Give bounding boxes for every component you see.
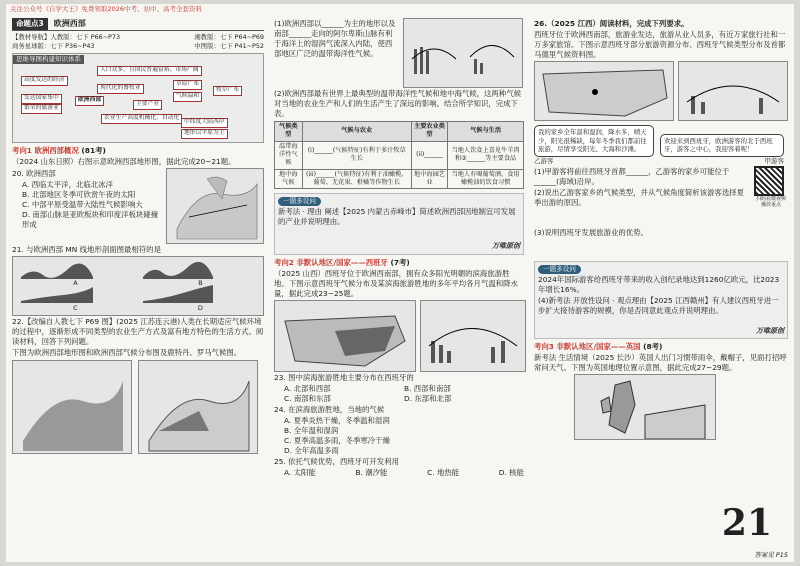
question-21: 21. 与欧洲西部 MN 线地形剖面图最相符的是	[12, 245, 161, 255]
profile-c[interactable]: C	[73, 304, 78, 313]
expand-text: 新考法 · 理由 阐述【2025 内蒙古赤峰市】简述欧洲西部因地制宜可发展的产业并说明理由。	[278, 207, 516, 227]
column-left	[12, 18, 264, 454]
expand-pill-2: 一题多设问	[538, 265, 581, 274]
section-header	[12, 18, 264, 31]
column-right	[534, 18, 788, 440]
q23-option-b[interactable]: B. 西部和南部	[404, 383, 451, 393]
q20-option-b[interactable]: B. 北部地区冬季可欣赏午夜的太阳	[22, 190, 136, 200]
topic-tag: 命题点3	[12, 18, 48, 30]
expand-pill: 一题多设问	[278, 197, 321, 206]
expand-question-4: (4)新考法 开放性设问 · 观点理由【2025 江西赣州】有人建议西班牙进一步扩大接待游客的规模，你是否同意此观点并说明理由。	[538, 296, 779, 316]
person-label-b: 乙游客	[534, 156, 554, 165]
intro-2: （2025 山西）西班牙位于欧洲西南部，拥有众多阳光明媚的滨海旅游胜地。下图示意西班牙气候分布及某滨海旅游胜地的多年平均各月气温和降水量，据此完成23~25题。	[274, 268, 518, 298]
person-label-a: 甲游客	[764, 156, 784, 165]
question-22-2: (2)欧洲西部最有世界上最典型的温带海洋性气候和地中海气候，这两种气候对当地的农业生产和人们的生活产生了深远的影响。结合所学知识，完成下表。	[274, 89, 521, 118]
question-26-1: (1)甲游客将前往西班牙首都______，乙游客的家乡可能位于______(海域)沿岸。	[534, 166, 730, 186]
q23-option-d[interactable]: D. 东部和北部	[404, 393, 452, 403]
q20-option-c[interactable]: C. 中部平原受温带大陆性气候影响大	[22, 200, 143, 210]
question-23: 23. 图中滨海旅游胜地主要分布在西班牙的	[274, 372, 414, 382]
column-middle	[274, 18, 524, 478]
q24-option-a[interactable]: A. 夏季炎热干燥，冬季温和湿润	[284, 415, 390, 425]
expand-signature-2: 万唯原创	[756, 327, 784, 336]
question-22-1: (1)欧洲西部以______为主的地形以及南部______走向的阿尔卑斯山脉有利于海洋上的湿润气流深入内陆，使西部地区广泛的温带海洋性气候。	[274, 19, 396, 58]
profile-a[interactable]: A	[73, 279, 78, 288]
q25-option-b[interactable]: B. 潮汐能	[355, 467, 388, 477]
question-24: 24. 在滨海旅游胜地，当地的气候	[274, 404, 385, 414]
expand-question-box-2	[534, 261, 788, 339]
climate-table: 气候类型 气候与农业 主要农业类型 气候与生活 温带海洋性气候 (i)______(气候特征)有利于多汁牧草生长 (ii)______ 当地人饮食上喜见牛羊肉和③______等主要食品 地中海气候 (iii)______(气候特征)有利于油橄榄、葡萄、无花果、柑橘等作物生长 地中海园艺业 当地人有喝葡萄酒、食用橄榄油的饮食习惯	[274, 121, 524, 190]
spain-resource-map	[534, 61, 674, 121]
bubble-tourist-b: 我的家乡全年温和湿润，降水多，晴天少，阳光很稀缺，每年冬季我们都前往旅游，尽情享受阳光、大海和沙滩。	[534, 125, 654, 157]
question-22: 22.【改编自人教七下 P69 图】(2025 江苏连云港)人类在长期适应气候环境的过程中，逐渐形成不同类型的农业生产方式及富有地方特色的生活方式。阅读材料，回答下列问题。	[12, 317, 264, 347]
expand-signature: 万唯原创	[492, 242, 520, 251]
q24-option-d[interactable]: D. 全年高温多雨	[284, 445, 339, 455]
question-26-text: 西班牙位于欧洲西南部，旅游业发达，旅游从业人员多，有近万家旅行社和一万多家旅馆。下图示意西班牙部分旅游资源分布、西班牙气候类型分布及首都马德里气候资料图。	[534, 29, 786, 59]
resort-climate-chart	[420, 300, 526, 372]
q20-option-a[interactable]: A. 西临太平洋，北临北冰洋	[22, 180, 113, 190]
terrain-profiles	[12, 256, 264, 316]
q20-option-d[interactable]: D. 南部山脉是亚欧板块和印度洋板块碰撞形成	[22, 210, 159, 230]
direction-1-title: 考向1 欧洲西部概况 (81考)	[12, 146, 106, 156]
mind-map: 思维导图构建知识体系 人口众多，且国民普遍富裕、市场广阔 高度发达的经济 发达国家集中 繁荣的旅游业 欧洲西部 现代化的畜牧业 主要产业 草原广布 气候温和 牧草广布 农业生产高度机械化、自动化 中纬度大陆西岸 地形以平原为主	[12, 53, 264, 143]
climate-charts	[403, 18, 523, 88]
question-26: 26.（2025 江西）阅读材料，完成下列要求。	[534, 19, 689, 28]
q23-option-a[interactable]: A. 北部和西部	[284, 383, 331, 393]
question-22-b: 下图为欧洲西部地形图和欧洲西部气候分布图及鹿特丹、罗马气候图。	[12, 348, 242, 358]
watermark: 关注公众号《自学大王》免费领取2026中考、初中、高考全套资料	[10, 5, 203, 13]
qr-code[interactable]	[754, 166, 784, 196]
profile-b[interactable]: B	[198, 279, 203, 288]
q25-option-c[interactable]: C. 地热能	[427, 467, 460, 477]
textbook-nav-1: 【教材导航】人教版：七下 P66~P73 湘教版：七下 P64~P69	[12, 33, 264, 42]
q24-option-b[interactable]: B. 全年温和湿润	[284, 425, 339, 435]
answer-ref: 答案见 P15	[754, 551, 788, 560]
table-row: 温带海洋性气候 (i)______(气候特征)有利于多汁牧草生长 (ii)______ 当地人饮食上喜见牛羊肉和③______等主要食品	[275, 141, 524, 169]
europe-climate-map	[138, 360, 258, 454]
table-row: 地中海气候 (iii)______(气候特征)有利于油橄榄、葡萄、无花果、柑橘等作物生长 地中海园艺业 当地人有喝葡萄酒、食用橄榄油的饮食习惯	[275, 169, 524, 189]
question-20: 20. 欧洲西部	[12, 169, 56, 179]
mind-map-title: 思维导图构建知识体系	[13, 55, 84, 64]
madrid-climate-chart	[678, 61, 788, 121]
intro-1: （2024 山东日照）右图示意欧洲西部地形图，据此完成20~21题。	[12, 157, 236, 167]
direction-2-title: 考向2 非默认地区/国家——西班牙 (7考)	[274, 257, 410, 267]
question-26-3: (3)说明西班牙发展旅游业的优势。	[534, 228, 648, 238]
q23-option-c[interactable]: C. 南部和东部	[284, 393, 331, 403]
question-25: 25. 依托气候优势，西班牙可开发利用	[274, 456, 399, 466]
europe-terrain-small-map	[12, 360, 132, 454]
uk-location-map	[574, 374, 716, 440]
spain-climate-map	[274, 300, 416, 372]
q25-option-a[interactable]: A. 太阳能	[284, 467, 316, 477]
question-26-2: (2)说出乙游客家乡的气候类型，并从气候角度简析该游客选择夏季出游的原因。	[534, 187, 745, 207]
europe-terrain-map	[166, 168, 264, 244]
q25-option-d[interactable]: D. 核能	[498, 467, 524, 477]
profile-d[interactable]: D	[197, 304, 203, 313]
workbook-page	[6, 4, 794, 562]
expand-text-2: 2024年国际游客给西班牙带来的收入创纪录地达到1260亿欧元，比2023年增长16%。	[538, 275, 780, 295]
expand-question-box	[274, 193, 524, 254]
q24-option-c[interactable]: C. 夏季高温多雨，冬季寒冷干燥	[284, 435, 390, 445]
topic-title: 欧洲西部	[53, 18, 86, 28]
qr-caption: 扫码看微视频 播放重点	[755, 195, 786, 209]
direction-3-title: 考向3 非默认地区/国家——英国 (8考)	[534, 342, 663, 352]
page-number: 21	[721, 502, 772, 545]
intro-3: 新考法 生活情境（2025 长沙）英国人出门习惯带雨伞，戴帽子，见面打招呼常问天气。下图为英国地理位置示意图，据此完成27~29题。	[534, 353, 787, 373]
bubble-tourist-a: 欢迎来到西班牙，欧洲游客的北于西班牙，游客之中心，我迎客着呢！	[660, 134, 784, 157]
textbook-nav-2: 商务星球版：七下 P36~P43 中图版：七下 P41~P52	[12, 41, 264, 50]
